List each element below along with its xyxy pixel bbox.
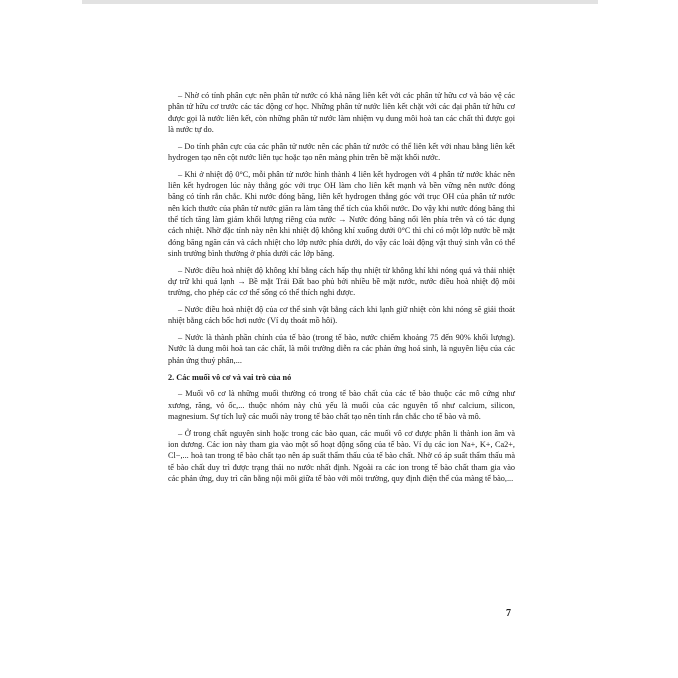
- paragraph-body-temperature: – Nước điều hoà nhiệt độ của cơ thể sinh vật bằng cách khi lạnh giữ nhiệt còn khi nóng sẽ giải thoát nhiệt bằng cách bốc hơi nước (Ví dụ thoát mồ hôi).: [168, 305, 515, 326]
- paragraph-air-temperature: – Nước điều hoà nhiệt độ không khí bằng cách hấp thụ nhiệt từ không khí khi nóng quá và thải nhiệt dự trữ khi quá lạnh → Bề mặt Trái Đất bao phủ bởi nhiều bề mặt nước, nước điều hoà nhiệt độ môi trường, cho phép các cơ thể sống có thể thích nghi được.: [168, 265, 515, 298]
- section-heading-inorganic-salts: 2. Các muối vô cơ và vai trò của nó: [168, 372, 292, 382]
- paragraph-ions: – Ở trong chất nguyên sinh hoặc trong các bào quan, các muối vô cơ được phân li thành ion âm và ion dương. Các ion này tham gia vào một số hoạt động sống của tế bào. Ví dụ các ion Na+, K+, Ca2+, Cl−,... hoà tan trong tế bào chất tạo nên áp suất thẩm thấu của tế bào chất. Nhờ có áp suất thẩm thấu mà tế bào chất duy trì được trạng thái no nước nhất định. Ngoài ra các ion trong tế bào chất tham gia vào các phản ứng, duy trì cân bằng nội môi giữa tế bào với môi trường, quy định điện thế của màng tế bào,...: [168, 428, 515, 483]
- page-edge-strip: [82, 0, 598, 4]
- paragraph-hydrogen-bonds: – Do tính phân cực của các phân tử nước nên các phân tử nước có thể liên kết với nhau bằng liên kết hydrogen tạo nên cột nước liên tục hoặc tạo nên màng phin trên bề mặt khối nước.: [168, 141, 515, 162]
- paragraph-salt-rigidity: – Muối vô cơ là những muối thường có trong tế bào chất của các tế bào thuộc các mô cứng như xương, răng, vỏ ốc,... thuộc nhóm này chủ yếu là muối của các nguyên tố như calcium, silicon, magnesium. Sự tích luỹ các muối này trong tế bào chất tạo nên tính rắn chắc cho tế bào và mô.: [168, 389, 515, 421]
- paragraph-water-polarity: – Nhờ có tính phân cực nên phân tử nước có khả năng liên kết với các phân tử hữu cơ và bảo vệ các phân tử hữu cơ trước các tác động cơ học. Những phân tử nước liên kết chặt với các đại phân tử hữu cơ được gọi là nước liên kết, còn những phân tử nước làm nhiệm vụ dung môi hoà tan các chất thì được gọi là nước tự do.: [168, 91, 515, 134]
- document-page: [168, 90, 515, 490]
- paragraph-ice-formation: – Khi ở nhiệt độ 0°C, mỗi phân tử nước hình thành 4 liên kết hydrogen với 4 phân tử nước khác nên liên kết hydrogen lúc này thẳng góc với trục OH làm cho liên kết mạnh và bền vững nên nước đóng băng có tính rắn chắc. Khi nước đóng băng, liên kết hydrogen thẳng góc với trục OH của phân tử nước nên kích thước của phân tử nước giãn ra làm tăng thể tích của khối nước. Do vậy khi nước đóng băng thì thể tích tăng làm giảm khối lượng riêng của nước → Nước đóng băng nổi lên phía trên và có tác dụng cách nhiệt. Nhờ đặc tính này nên khi nhiệt độ không khí xuống dưới 0°C thì chỉ có một lớp nước bề mặt đóng băng ngăn cản và cách nhiệt cho lớp nước phía dưới, do vậy các loài động vật thuỷ sinh vẫn có thể sinh trưởng bình thường ở phía dưới các lớp băng.: [168, 169, 515, 258]
- paragraph-cell-component: – Nước là thành phần chính của tế bào (trong tế bào, nước chiếm khoảng 75 đến 90% khối lượng). Nước là dung môi hoà tan các chất, là môi trường diễn ra các phản ứng hoá sinh, là nguyên liệu của các phản ứng thuỷ phân,...: [168, 333, 515, 365]
- page-number: 7: [506, 608, 511, 619]
